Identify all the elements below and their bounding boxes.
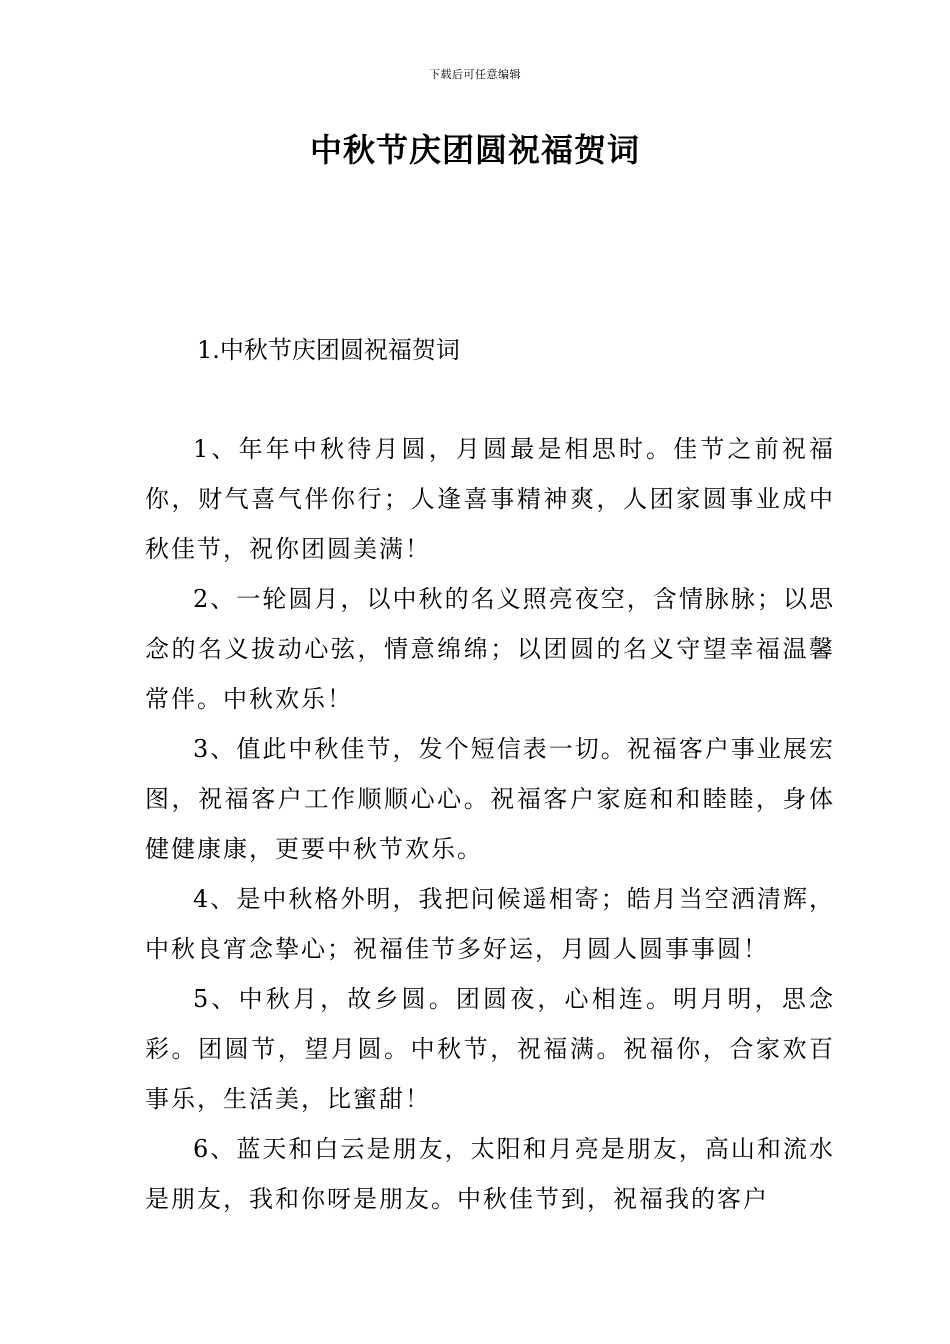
paragraph-3: 3、值此中秋佳节，发个短信表一切。祝福客户事业展宏图，祝福客户工作顺顺心心。祝福客户家庭和和睦睦，身体健健康康，更要中秋节欢乐。: [145, 735, 835, 863]
paragraph-5: 5、中秋月，故乡圆。团圆夜，心相连。明月明，思念彩。团圆节，望月圆。中秋节，祝福满。祝福你，合家欢百事乐，生活美，比蜜甜！: [145, 985, 835, 1113]
body-text: [145, 424, 835, 1224]
section-heading: 1.中秋节庆团圆祝福贺词: [197, 336, 460, 364]
paragraph-4: 4、是中秋格外明，我把问候遥相寄；皓月当空洒清辉，中秋良宵念挚心；祝福佳节多好运，月圆人圆事事圆！: [145, 885, 835, 963]
paragraph-1: 1、年年中秋待月圆，月圆最是相思时。佳节之前祝福你，财气喜气伴你行；人逢喜事精神爽，人团家圆事业成中秋佳节，祝你团圆美满！: [145, 435, 835, 563]
paragraph-2: 2、一轮圆月，以中秋的名义照亮夜空，含情脉脉；以思念的名义拔动心弦，情意绵绵；以团圆的名义守望幸福温馨常伴。中秋欢乐！: [145, 585, 835, 713]
document-title: 中秋节庆团圆祝福贺词: [309, 131, 640, 169]
header-note: 下载后可任意编辑: [429, 68, 521, 81]
paragraph-6: 6、蓝天和白云是朋友，太阳和月亮是朋友，高山和流水是朋友，我和你呀是朋友。中秋佳节到，祝福我的客户: [145, 1135, 835, 1213]
